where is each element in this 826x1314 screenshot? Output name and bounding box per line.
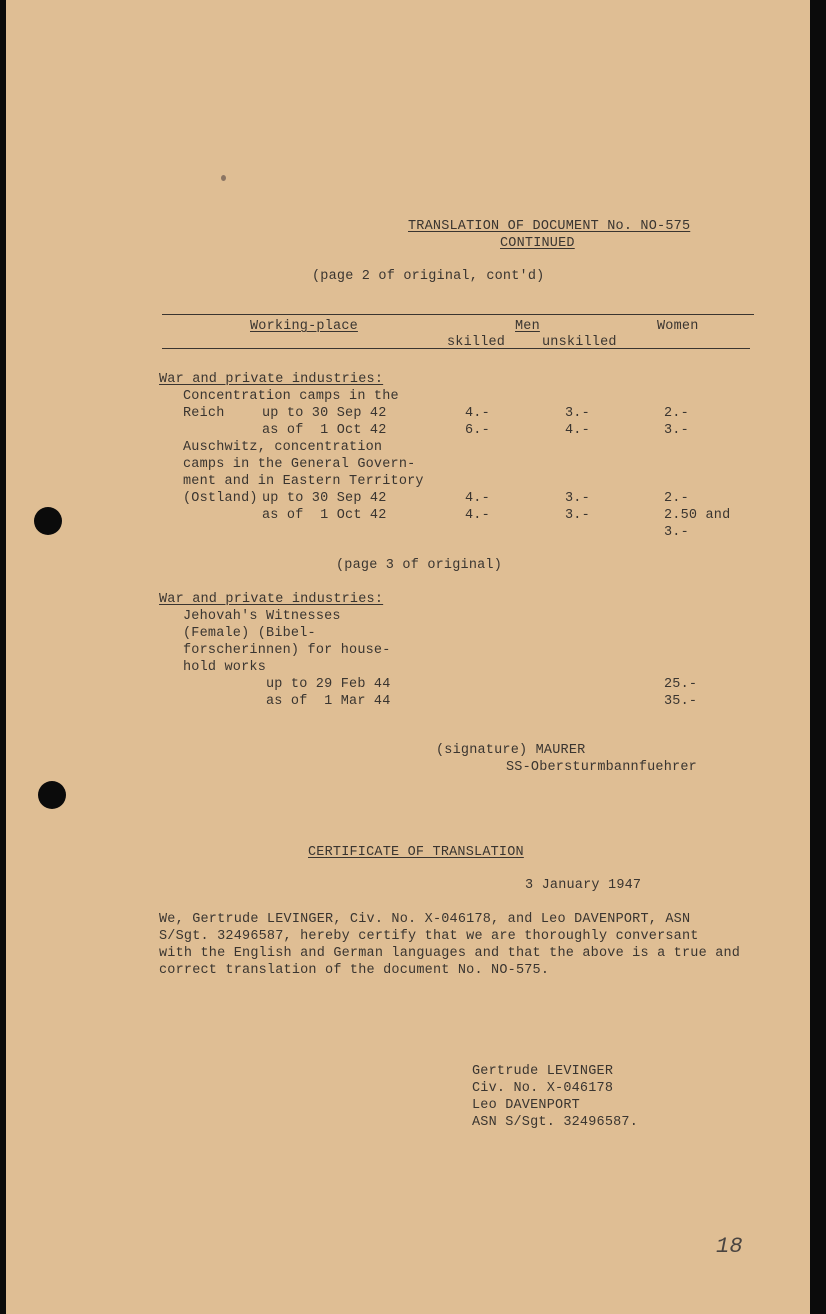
cell-women: 2.- [664,491,689,506]
certificate-title: CERTIFICATE OF TRANSLATION [308,845,524,860]
certificate-date: 3 January 1947 [525,878,642,893]
row-date: as of 1 Oct 42 [262,423,387,438]
certificate-body-line: We, Gertrude LEVINGER, Civ. No. X-046178, and Leo DAVENPORT, ASN [159,912,691,927]
cell-women: 25.- [664,677,698,692]
row-label: (Ostland) [183,491,258,506]
signature-line: (signature) MAURER [436,743,586,758]
handwritten-page-number: 18 [716,1234,743,1259]
certificate-body-line: with the English and German languages and that the above is a true and [159,946,741,961]
row-label: Reich [183,406,225,421]
document-subtitle: CONTINUED [500,236,575,251]
section-heading: War and private industries: [159,372,384,387]
row-label: Concentration camps in the [183,389,399,404]
cell-women: 2.- [664,406,689,421]
col-unskilled: unskilled [542,335,617,350]
signer-name: Leo DAVENPORT [472,1098,580,1113]
cell-skilled: 6.- [465,423,490,438]
col-working-place: Working-place [250,319,358,334]
signer-id: Civ. No. X-046178 [472,1081,614,1096]
page-note: (page 2 of original, cont'd) [312,269,545,284]
cell-unskilled: 3.- [565,491,590,506]
col-women: Women [657,319,699,334]
cell-women: 2.50 and [664,508,731,523]
punch-hole [38,781,66,809]
row-date: up to 29 Feb 44 [266,677,391,692]
row-label: ment and in Eastern Territory [183,474,424,489]
cell-women: 35.- [664,694,698,709]
row-date: up to 30 Sep 42 [262,406,387,421]
row-label: hold works [183,660,267,675]
col-men: Men [515,319,540,334]
row-date: as of 1 Mar 44 [266,694,391,709]
paper-speck [221,175,226,181]
cell-women-continued: 3.- [664,525,689,540]
cell-skilled: 4.- [465,406,490,421]
document-title: TRANSLATION OF DOCUMENT No. NO-575 [408,219,691,234]
cell-unskilled: 4.- [565,423,590,438]
row-label: Auschwitz, concentration [183,440,383,455]
row-label: camps in the General Govern- [183,457,416,472]
cell-women: 3.- [664,423,689,438]
page-note: (page 3 of original) [336,558,503,573]
signer-id: ASN S/Sgt. 32496587. [472,1115,639,1130]
row-label: Jehovah's Witnesses [183,609,341,624]
cell-skilled: 4.- [465,491,490,506]
cell-unskilled: 3.- [565,406,590,421]
cell-unskilled: 3.- [565,508,590,523]
table-top-rule [162,314,754,315]
document-page [6,0,810,1314]
signature-rank: SS-Obersturmbannfuehrer [506,760,697,775]
certificate-body-line: correct translation of the document No. NO-575. [159,963,550,978]
certificate-body-line: S/Sgt. 32496587, hereby certify that we are thoroughly conversant [159,929,699,944]
section-heading: War and private industries: [159,592,384,607]
table-header-rule [162,348,750,349]
row-date: up to 30 Sep 42 [262,491,387,506]
row-label: forscherinnen) for house- [183,643,391,658]
cell-skilled: 4.- [465,508,490,523]
row-date: as of 1 Oct 42 [262,508,387,523]
signer-name: Gertrude LEVINGER [472,1064,614,1079]
col-skilled: skilled [447,335,506,350]
row-label: (Female) (Bibel- [183,626,316,641]
punch-hole [34,507,62,535]
